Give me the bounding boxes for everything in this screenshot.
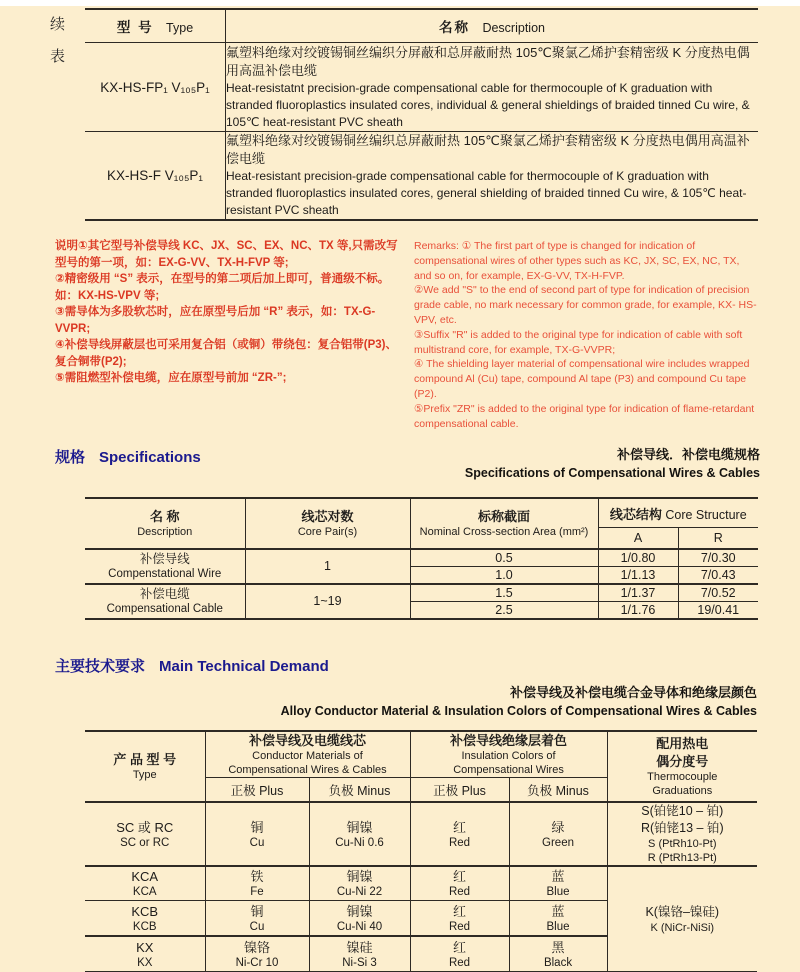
tech-insulation-plus [410,901,509,937]
tech-header-row-1 [85,731,757,778]
spec-structure-a: 1/1.76 [598,602,678,620]
spec-col-cross-section-en: Nominal Cross-section Area (mm²) [419,526,589,538]
tech-type-l1: KCB [131,903,159,919]
tech-col-graduation-zh2: 偶分度号 [656,754,709,769]
tech-insulation-minus [509,901,607,937]
graduation-line: R(铂铑13 – 铂) [640,821,724,835]
value-zh: 铜镍 [346,869,373,884]
spec-name-wire [85,549,245,584]
type-row-kx-hs-fp1 [85,43,758,132]
continued-table-label [50,13,65,66]
graduation-line: K (NiCr-NiSi) [650,921,715,934]
specifications-heading [55,446,201,467]
type-header-en: Type [166,20,194,35]
remark-en-1: Remarks: ① The first part of type is changed for indication of compensational wires of other types such as KC, JX, SC, EX, NC, TX, and so on, for example, EX-G-VV, TX-H-FVP. [414,240,740,282]
spec-area: 1.5 [410,584,598,602]
graduation-line: S(铂铑10 – 铂) [641,804,724,818]
spec-row-cable-1.5 [85,584,758,602]
specifications-caption-zh: 补偿导线．补偿电缆规格 [616,447,760,462]
value-zh: 黑 [551,939,565,955]
tech-conductor-plus [205,936,309,972]
tech-col-graduation-en1: Thermocouple [647,771,718,783]
note-zh-5: ⑤需阻燃型补偿电缆，应在原型号前加 “ZR-”; [55,372,287,384]
spec-subcol-r: R [678,528,758,550]
spec-structure-r: 19/0.41 [678,602,758,620]
continued-char-1: 续 [50,16,66,33]
remark-en-5: ⑤Prefix "ZR" is added to the original type for indication of flame-retardant compensational cable. [414,402,755,430]
spec-col-description-zh: 名 称 [149,509,180,524]
spec-structure-a: 1/1.13 [598,567,678,585]
spec-col-core-pairs-en: Core Pair(s) [297,526,358,538]
description-column-header [226,9,759,43]
spec-pairs-cable: 1~19 [245,584,410,619]
value-zh: 蓝 [551,869,565,884]
type-description-table [85,8,758,221]
tech-type-l2: KCA [132,886,157,898]
spec-col-cross-section-zh: 标称截面 [477,509,530,524]
tech-col-graduation [607,731,757,802]
tech-type [85,936,205,972]
tech-col-type-zh: 产 品 型 号 [113,751,177,767]
value-en: Cu [249,836,265,849]
specifications-caption [360,446,760,482]
type-code: KX-HS-FP₁ V₁₀₅P₁ [85,43,226,132]
technical-caption [240,684,757,720]
technical-caption-zh: 补偿导线及补偿电缆合金导体和绝缘层颜色 [509,685,757,700]
tech-insulation-minus [509,802,607,866]
description-en: Heat-resistatnt precision-grade compensational cable for thermocouple of K graduation with stranded fluoroplastics insulated cores, individual & general shieldings of braided tinned Cu wire, & 105℃ heat-resistant PVC sheath [226,80,750,129]
value-zh: 红 [453,939,467,955]
tech-type [85,901,205,937]
tech-insulation-minus [509,866,607,901]
tech-subcol-conductor-minus: 负极 Minus [309,778,410,803]
value-zh: 镍铬 [243,939,270,955]
spec-row-wire-0.5 [85,549,758,567]
tech-type-l2: KX [137,956,153,969]
tech-group-insulation-zh: 补偿导线绝缘层着色 [450,733,568,748]
tech-conductor-plus [205,866,309,901]
value-zh: 红 [453,903,467,919]
tech-group-insulation [410,731,607,778]
tech-subcol-insulation-plus: 正极 Plus [410,778,509,803]
spec-pairs-wire: 1 [245,549,410,584]
tech-insulation-plus [410,802,509,866]
specifications-table [85,497,758,620]
description-header-en: Description [482,20,545,35]
tech-conductor-minus [309,866,410,901]
tech-group-conductor-en1: Conductor Materials of [252,750,363,762]
spec-name-cable-zh: 补偿电缆 [139,587,190,601]
value-zh: 红 [453,819,467,835]
tech-col-type-en: Type [132,768,157,781]
value-en: Blue [546,886,570,898]
value-en: Black [543,956,573,969]
tech-col-type [85,731,205,802]
tech-conductor-plus [205,802,309,866]
value-en: Red [448,886,471,898]
technical-heading-en: Main Technical Demand [159,658,329,675]
tech-conductor-minus [309,802,410,866]
remark-en-4: ④ The shielding layer material of compensational wire includes wrapped compound Al (Cu) tape, compound Al tape (P3) and compound Cu tape (P2). [414,358,750,400]
note-zh-1: 说明①其它型号补偿导线 KC、JX、SC、EX、NC、TX 等,只需改写型号的第一项，如：EX-G-VV、TX-H-FVP 等; [55,240,398,269]
tech-graduation-sr [607,802,757,866]
spec-subcol-a: A [598,528,678,550]
spec-col-core-structure-zh: 线芯结构 [609,506,662,522]
type-header-zh: 型 号 [116,19,154,35]
spec-structure-a: 1/0.80 [598,549,678,567]
value-en: Green [542,836,574,849]
spec-name-cable-en: Compensational Cable [106,603,223,615]
note-zh-2: ②精密级用 “S” 表示，在型号的第二项后加上即可，普通级不标。如：KX-HS-VPV 等; [55,273,390,302]
specifications-heading-zh: 规格 [55,449,86,466]
value-zh: 铜 [250,903,264,919]
spec-structure-r: 7/0.52 [678,584,758,602]
value-zh: 铁 [250,869,264,884]
tech-type [85,802,205,866]
tech-type [85,866,205,901]
spec-col-core-structure [598,498,758,528]
remarks-english [414,239,758,431]
tech-type-l1: KCA [131,869,159,884]
description-en: Heat-resistant precision-grade compensational cable for thermocouple of K graduation with stranded fluoroplastics insulated cores, general shielding of braided tinned Cu wire, & 105℃ heat-resistant PVC sheath [226,169,747,217]
value-zh: 蓝 [551,903,565,919]
note-zh-4: ④补偿导线屏蔽层也可采用复合铝（或铜）带绕包：复合铝带(P3)、复合铜带(P2); [55,339,397,368]
remark-en-2: ②We add "S" to the end of second part of type for indication of precision grade cable, no mark necessary for common grade, for example, KX- HS-VPV, etc. [414,284,757,326]
value-en: Fe [250,886,264,898]
spec-col-cross-section [410,498,598,549]
tech-col-graduation-zh1: 配用热电 [656,736,709,751]
spec-col-description [85,498,245,549]
tech-group-insulation-en2: Compensational Wires [453,763,564,776]
description-zh: 氟塑料绝缘对绞镀锡铜丝编织分屏蔽和总屏蔽耐热 105℃聚氯乙烯护套精密级 K 分度热电偶用高温补偿电缆 [226,44,750,78]
value-en: Blue [546,920,570,933]
tech-graduation-k [607,866,757,972]
spec-area: 2.5 [410,602,598,620]
spec-header-row-1 [85,498,758,528]
technical-caption-en: Alloy Conductor Material & Insulation Colors of Compensational Wires & Cables [280,704,757,718]
spec-structure-a: 1/1.37 [598,584,678,602]
tech-conductor-minus [309,901,410,937]
spec-area: 0.5 [410,549,598,567]
value-en: Cu [249,920,265,933]
value-en: Cu-Ni 22 [336,886,383,898]
type-code: KX-HS-F V₁₀₅P₁ [85,132,226,221]
spec-structure-r: 7/0.43 [678,567,758,585]
tech-subcol-conductor-plus: 正极 Plus [205,778,309,803]
notes-chinese [55,238,405,387]
spec-col-description-en: Description [137,526,193,538]
spec-area: 1.0 [410,567,598,585]
tech-type-l2: SC or RC [120,836,170,849]
value-zh: 铜镍 [346,819,373,835]
value-en: Ni-Si 3 [342,956,377,969]
tech-conductor-minus [309,936,410,972]
tech-insulation-plus [410,936,509,972]
description-zh: 氟塑料绝缘对绞镀锡铜丝编织总屏蔽耐热 105℃聚氯乙烯护套精密级 K 分度热电偶用高温补偿电缆 [226,133,750,166]
alloy-conductor-table [85,730,757,972]
tech-type-l1: KX [136,939,154,955]
tech-insulation-minus [509,936,607,972]
value-en: Red [448,920,471,933]
value-zh: 绿 [551,819,565,835]
value-en: Cu-Ni 40 [336,920,383,933]
graduation-line: R (PtRh13-Pt) [647,852,717,864]
description-header-zh: 名称 [439,19,470,35]
value-zh: 铜镍 [346,903,373,919]
specifications-caption-en: Specifications of Compensational Wires & Cables [464,466,760,480]
spec-structure-r: 7/0.30 [678,549,758,567]
value-en: Ni-Cr 10 [235,956,279,969]
value-en: Red [448,956,471,969]
technical-heading [55,655,329,676]
tech-col-graduation-en2: Graduations [652,784,713,797]
spec-name-wire-zh: 补偿导线 [139,552,190,566]
graduation-line: K(镍铬–镍硅) [645,904,720,919]
spec-name-wire-en: Compenstational Wire [108,568,222,580]
graduation-line: S (PtRh10-Pt) [648,838,717,850]
tech-row-sc-rc [85,802,757,866]
value-zh: 镍硅 [346,939,373,955]
tech-group-conductor-en2: Compensational Wires & Cables [228,763,387,776]
tech-type-l1: SC 或 RC [116,819,174,835]
spec-name-cable [85,584,245,619]
spec-col-core-structure-en: Core Structure [665,507,747,522]
tech-row-kca [85,866,757,901]
type-row-kx-hs-f [85,132,758,221]
value-en: Red [448,836,471,849]
value-en: Cu-Ni 0.6 [335,836,384,849]
type-column-header [85,9,226,43]
type-description [226,132,759,221]
value-zh: 红 [453,869,467,884]
tech-group-insulation-en1: Insulation Colors of [461,750,556,762]
type-description [226,43,759,132]
type-table-header-row [85,9,758,43]
specifications-heading-en: Specifications [99,449,201,466]
spec-col-core-pairs-zh: 线芯对数 [301,509,354,524]
tech-group-conductor [205,731,410,778]
page-top-margin [0,0,800,6]
note-zh-3: ③需导体为多股软芯时，应在原型号后加 “R” 表示，如：TX-G-VVPR; [55,306,376,335]
value-zh: 铜 [250,819,264,835]
tech-conductor-plus [205,901,309,937]
spec-col-core-pairs [245,498,410,549]
remark-en-3: ③Suffix "R" is added to the original type for indication of cable with soft multistrand core, for example, TX-G-VVPR; [414,328,743,356]
tech-group-conductor-zh: 补偿导线及电缆线芯 [249,733,367,748]
continued-char-2: 表 [50,48,66,65]
tech-subcol-insulation-minus: 负极 Minus [509,778,607,803]
technical-heading-zh: 主要技术要求 [55,658,146,675]
tech-insulation-plus [410,866,509,901]
tech-type-l2: KCB [132,920,157,933]
